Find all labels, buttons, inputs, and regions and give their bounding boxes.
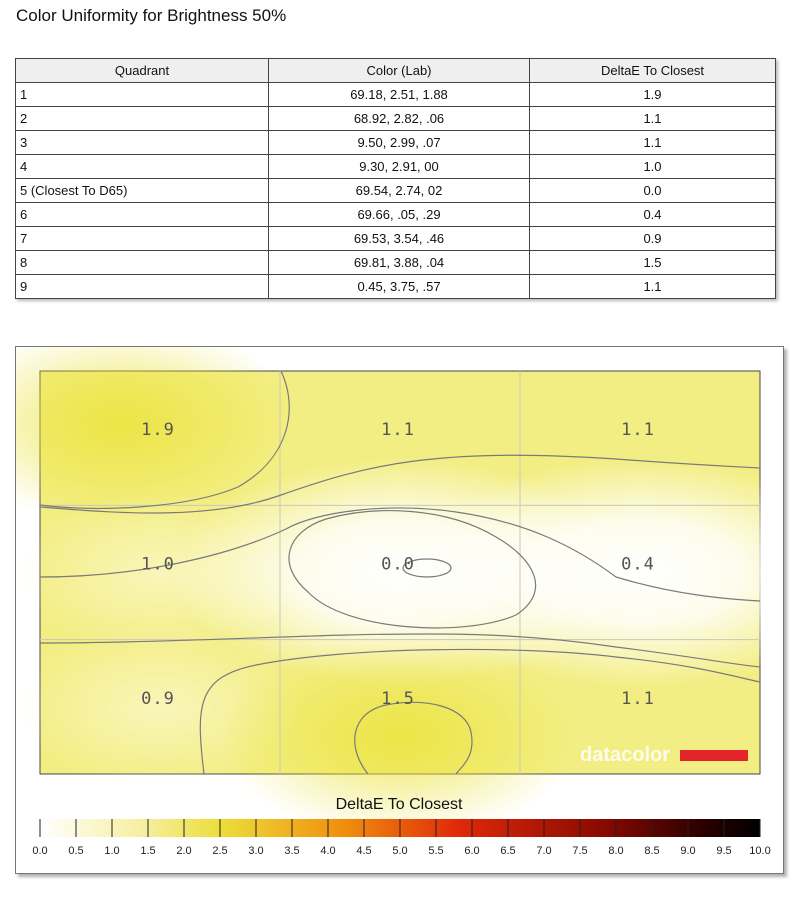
cell-value-label: 0.0: [381, 554, 415, 575]
header-color-lab: Color (Lab): [269, 59, 530, 83]
scale-tick-label: 2.5: [212, 845, 228, 857]
table-row: [16, 275, 776, 299]
color-lab-cell: 68.92, 2.82, .06: [269, 107, 530, 131]
cell-value-label: 1.5: [381, 688, 415, 709]
color-lab-cell: 69.18, 2.51, 1.88: [269, 83, 530, 107]
quadrant-cell: 4: [16, 155, 269, 179]
quadrant-cell: 7: [16, 227, 269, 251]
header-quadrant: Quadrant: [16, 59, 269, 83]
color-lab-cell: 0.45, 3.75, .57: [269, 275, 530, 299]
quadrant-cell: 6: [16, 203, 269, 227]
cell-value-label: 1.1: [381, 420, 415, 441]
deltae-cell: 0.9: [530, 227, 776, 251]
scale-tick-label: 8.5: [644, 845, 660, 857]
scale-tick-label: 3.0: [248, 845, 264, 857]
uniformity-table: [15, 58, 776, 299]
deltae-cell: 1.5: [530, 251, 776, 275]
table-row: [16, 155, 776, 179]
deltae-cell: 0.4: [530, 203, 776, 227]
scale-tick-label: 8.0: [608, 845, 624, 857]
scale-tick-label: 4.0: [320, 845, 336, 857]
quadrant-cell: 3: [16, 131, 269, 155]
scale-tick-label: 0.0: [32, 845, 48, 857]
deltae-cell: 1.0: [530, 155, 776, 179]
cell-value-label: 1.1: [621, 688, 655, 709]
table-row: [16, 107, 776, 131]
page-title: Color Uniformity for Brightness 50%: [16, 6, 287, 25]
table-row: [16, 203, 776, 227]
table-header-row: [16, 59, 776, 83]
table-row: [16, 83, 776, 107]
table-row: [16, 227, 776, 251]
color-lab-cell: 69.66, .05, .29: [269, 203, 530, 227]
deltae-cell: 1.9: [530, 83, 776, 107]
scale-tick-label: 1.5: [140, 845, 156, 857]
color-lab-cell: 69.54, 2.74, 02: [269, 179, 530, 203]
watermark-text: datacolor: [580, 744, 671, 766]
quadrant-cell: 1: [16, 83, 269, 107]
color-lab-cell: 9.50, 2.99, .07: [269, 131, 530, 155]
deltae-cell: 1.1: [530, 131, 776, 155]
table-row: [16, 179, 776, 203]
quadrant-cell: 2: [16, 107, 269, 131]
cell-value-label: 1.1: [621, 420, 655, 441]
watermark-bar: [680, 750, 748, 761]
quadrant-cell: 9: [16, 275, 269, 299]
scale-tick-label: 6.5: [500, 845, 516, 857]
table-row: [16, 251, 776, 275]
scale-tick-label: 4.5: [356, 845, 372, 857]
scale-tick-label: 5.5: [428, 845, 444, 857]
uniformity-chart: [16, 347, 783, 873]
scale-tick-label: 7.5: [572, 845, 588, 857]
scale-tick-label: 5.0: [392, 845, 408, 857]
scale-tick-label: 2.0: [176, 845, 192, 857]
deltae-cell: 1.1: [530, 275, 776, 299]
cell-value-label: 1.0: [141, 554, 175, 575]
deltae-cell: 1.1: [530, 107, 776, 131]
color-lab-cell: 69.53, 3.54, .46: [269, 227, 530, 251]
cell-value-label: 1.9: [141, 420, 175, 441]
table-row: [16, 131, 776, 155]
scale-tick-label: 10.0: [749, 845, 771, 857]
deltae-cell: 0.0: [530, 179, 776, 203]
scale-tick-label: 0.5: [68, 845, 84, 857]
scale-tick-label: 9.0: [680, 845, 696, 857]
uniformity-chart-panel: [15, 346, 784, 874]
color-lab-cell: 9.30, 2.91, 00: [269, 155, 530, 179]
scale-tick-label: 3.5: [284, 845, 300, 857]
quadrant-cell: 5 (Closest To D65): [16, 179, 269, 203]
scale-tick-label: 1.0: [104, 845, 120, 857]
scale-tick-label: 9.5: [716, 845, 732, 857]
legend-title: DeltaE To Closest: [335, 796, 463, 813]
scale-tick-label: 6.0: [464, 845, 480, 857]
color-lab-cell: 69.81, 3.88, .04: [269, 251, 530, 275]
quadrant-cell: 8: [16, 251, 269, 275]
cell-value-label: 0.4: [621, 554, 655, 575]
scale-tick-label: 7.0: [536, 845, 552, 857]
header-deltae: DeltaE To Closest: [530, 59, 776, 83]
cell-value-label: 0.9: [141, 688, 175, 709]
